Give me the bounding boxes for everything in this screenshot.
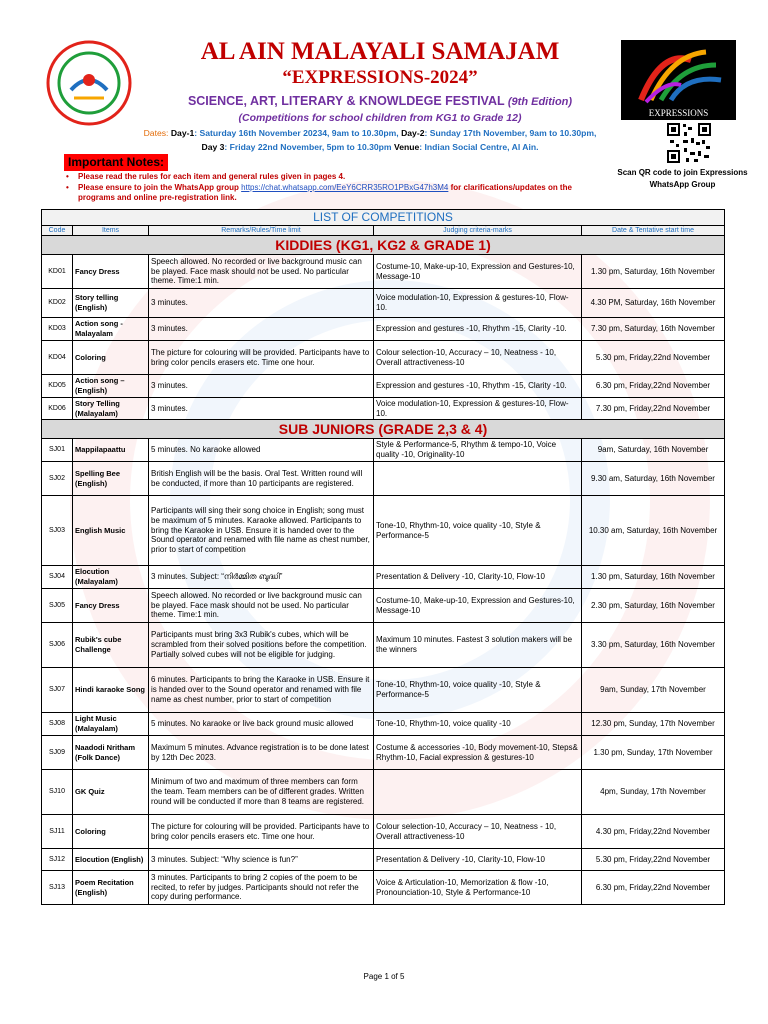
cell-remarks: 3 minutes. xyxy=(149,318,374,341)
day3-text: : Friday 22nd November, 5pm to 10.30pm xyxy=(224,142,394,152)
cell-code: SJ05 xyxy=(42,589,73,623)
cell-code: SJ12 xyxy=(42,849,73,871)
cell-date: 1.30 pm, Saturday, 16th November xyxy=(582,255,725,289)
table-row xyxy=(42,439,725,462)
cell-date: 7.30 pm, Saturday, 16th November xyxy=(582,318,725,341)
cell-remarks: 3 minutes. Participants to bring 2 copies of the poem to be recited, to refer by judges. Participants should not refer the copy during performance. xyxy=(149,871,374,905)
cell-item: GK Quiz xyxy=(73,770,149,815)
cell-date: 3.30 pm, Saturday, 16th November xyxy=(582,623,725,668)
cell-judging: Costume-10, Make-up-10, Expression and Gestures-10, Message-10 xyxy=(374,255,582,289)
cell-code: KD04 xyxy=(42,341,73,375)
table-row xyxy=(42,289,725,318)
cell-code: SJ09 xyxy=(42,736,73,770)
table-row xyxy=(42,736,725,770)
cell-remarks: The picture for colouring will be provided. Participants have to bring color pencils erasers etc. Time one hour. xyxy=(149,815,374,849)
cell-date: 6.30 pm, Friday,22nd November xyxy=(582,375,725,398)
edition: (9th Edition) xyxy=(507,96,573,108)
whatsapp-link[interactable]: https://chat.whatsapp.com/EeY6CRR35RO1PBxG47h3M4 xyxy=(241,183,449,192)
cell-item: Elocution (English) xyxy=(73,849,149,871)
table-row xyxy=(42,871,725,905)
note-text: Please ensure to join the WhatsApp group xyxy=(78,183,242,192)
table-row xyxy=(42,770,725,815)
note-item xyxy=(78,183,598,203)
table-row xyxy=(42,815,725,849)
cell-code: SJ06 xyxy=(42,623,73,668)
cell-date: 1.30 pm, Saturday, 16th November xyxy=(582,566,725,589)
cell-remarks: Speech allowed. No recorded or live background music can be played. Face mask should not be used. No particular theme. Time:1 min. xyxy=(149,589,374,623)
cell-judging: Colour selection-10, Accuracy – 10, Neatness - 10, Overall attractiveness-10 xyxy=(374,815,582,849)
cell-remarks: 5 minutes. No karaoke allowed xyxy=(149,439,374,462)
dates-block xyxy=(100,126,640,154)
day2-label: Day-2 xyxy=(401,128,425,138)
table-row xyxy=(42,849,725,871)
cell-code: SJ01 xyxy=(42,439,73,462)
expressions-label: EXPRESSIONS xyxy=(648,108,709,118)
cell-remarks: 3 minutes. xyxy=(149,289,374,318)
cell-remarks: 3 minutes. Subject: “നിർമ്മിത ബുദ്ധി” xyxy=(149,566,374,589)
cell-date: 9.30 am, Saturday, 16th November xyxy=(582,462,725,496)
cell-remarks: The picture for colouring will be provided. Participants have to bring color pencils erasers etc. Time one hour. xyxy=(149,341,374,375)
cell-remarks: Minimum of two and maximum of three members can form the team. Team members can be of different grades. Written round will be conducted if more than 8 teams are registered. xyxy=(149,770,374,815)
day3-label: Day 3 xyxy=(201,142,225,152)
cell-item: Coloring xyxy=(73,341,149,375)
cell-judging: Style & Performance-5, Rhythm & tempo-10, Voice quality -10, Originality-10 xyxy=(374,439,582,462)
cell-judging: Expression and gestures -10, Rhythm -15, Clarity -10. xyxy=(374,375,582,398)
cell-remarks: Participants must bring 3x3 Rubik's cubes, which will be scrambled from their solved positions before the competition. Partially solved cubes will not be eligible for judging. xyxy=(149,623,374,668)
cell-code: KD02 xyxy=(42,289,73,318)
cell-item: Story Telling (Malayalam) xyxy=(73,398,149,420)
cell-item: Hindi karaoke Song xyxy=(73,668,149,713)
cell-remarks: 5 minutes. No karaoke or live back ground music allowed xyxy=(149,713,374,736)
table-row xyxy=(42,462,725,496)
cell-code: SJ08 xyxy=(42,713,73,736)
cell-item: English Music xyxy=(73,496,149,566)
qr-code-icon[interactable] xyxy=(666,122,712,164)
cell-code: SJ11 xyxy=(42,815,73,849)
qr-note: Scan QR code to join Expressions WhatsApp Group xyxy=(617,168,748,189)
cell-date: 4pm, Sunday, 17th November xyxy=(582,770,725,815)
table-row xyxy=(42,398,725,420)
cell-judging xyxy=(374,462,582,496)
cell-date: 4.30 PM, Saturday, 16th November xyxy=(582,289,725,318)
note-text: for clarifications/updates on the programs and online pre-registration link. xyxy=(78,183,572,202)
cell-item: Mappilapaattu xyxy=(73,439,149,462)
cell-item: Poem Recitation (English) xyxy=(73,871,149,905)
expressions-logo xyxy=(621,40,736,120)
cell-date: 2.30 pm, Saturday, 16th November xyxy=(582,589,725,623)
cell-item: Light Music (Malayalam) xyxy=(73,713,149,736)
cell-code: SJ10 xyxy=(42,770,73,815)
column-header: Remarks/Rules/Time limit xyxy=(149,226,374,236)
cell-item: Elocution (Malayalam) xyxy=(73,566,149,589)
cell-item: Action song – (English) xyxy=(73,375,149,398)
table-row xyxy=(42,496,725,566)
cell-date: 12.30 pm, Sunday, 17th November xyxy=(582,713,725,736)
note-item: • Please read the rules for each item and general rules given in pages 4. xyxy=(78,172,598,182)
cell-date: 1.30 pm, Sunday, 17th November xyxy=(582,736,725,770)
day2-text: : Sunday 17th November, 9am to 10.30pm, xyxy=(424,128,597,138)
event-title: “EXPRESSIONS-2024” xyxy=(282,67,478,88)
cell-remarks: Participants will sing their song choice in English; song must be maximum of 5 minutes. Karaoke allowed. Participants to bring the Karaoke in USB. Ensure it is handed over to the Sound operator and renamed with file name as chest number, prior to start of competition xyxy=(149,496,374,566)
cell-item: Rubik's cube Challenge xyxy=(73,623,149,668)
samajam-logo xyxy=(46,40,132,126)
cell-item: Fancy Dress xyxy=(73,255,149,289)
festival-title xyxy=(150,92,610,111)
cell-code: SJ07 xyxy=(42,668,73,713)
table-row xyxy=(42,668,725,713)
cell-item: Action song - Malayalam xyxy=(73,318,149,341)
cell-judging: Presentation & Delivery -10, Clarity-10, Flow-10 xyxy=(374,566,582,589)
page-footer: Page 1 of 5 xyxy=(363,972,405,981)
cell-date: 4.30 pm, Friday,22nd November xyxy=(582,815,725,849)
cell-judging: Voice modulation-10, Expression & gestures-10, Flow-10. xyxy=(374,398,582,420)
org-title: AL AIN MALAYALI SAMAJAM xyxy=(200,38,560,65)
cell-code: SJ04 xyxy=(42,566,73,589)
cell-remarks: 3 minutes. xyxy=(149,375,374,398)
cell-code: SJ13 xyxy=(42,871,73,905)
cell-judging: Tone-10, Rhythm-10, voice quality -10 xyxy=(374,713,582,736)
cell-judging: Presentation & Delivery -10, Clarity-10, Flow-10 xyxy=(374,849,582,871)
cell-judging: Tone-10, Rhythm-10, voice quality -10, Style & Performance-5 xyxy=(374,668,582,713)
cell-remarks: 6 minutes. Participants to bring the Karaoke in USB. Ensure it is handed over to the Sound operator and renamed with file name as chest number, prior to start of competition xyxy=(149,668,374,713)
cell-code: KD05 xyxy=(42,375,73,398)
table-row xyxy=(42,566,725,589)
festival-name: SCIENCE, ART, LITERARY & KNOWLDEGE FESTIVAL xyxy=(187,94,505,108)
cell-judging: Tone-10, Rhythm-10, voice quality -10, Style & Performance-5 xyxy=(374,496,582,566)
cell-judging: Maximum 10 minutes. Fastest 3 solution makers will be the winners xyxy=(374,623,582,668)
cell-date: 10.30 am, Saturday, 16th November xyxy=(582,496,725,566)
eligibility-line: (Competitions for school children from KG1 to Grade 12) xyxy=(238,112,522,124)
cell-judging: Voice modulation-10, Expression & gestures-10, Flow-10. xyxy=(374,289,582,318)
cell-item: Fancy Dress xyxy=(73,589,149,623)
table-row xyxy=(42,589,725,623)
cell-date: 9am, Sunday, 17th November xyxy=(582,668,725,713)
cell-judging: Expression and gestures -10, Rhythm -15, Clarity -10. xyxy=(374,318,582,341)
column-header: Code xyxy=(42,226,73,236)
cell-date: 5.30 pm, Friday,22nd November xyxy=(582,849,725,871)
cell-remarks: Maximum 5 minutes. Advance registration is to be done latest by 12th Dec 2023. xyxy=(149,736,374,770)
day1-label: Day-1 xyxy=(170,128,195,138)
competitions-table xyxy=(41,209,725,905)
cell-judging: Costume-10, Make-up-10, Expression and Gestures-10, Message-10 xyxy=(374,589,582,623)
cell-item: Naadodi Nritham (Folk Dance) xyxy=(73,736,149,770)
important-notes-list xyxy=(78,172,598,204)
venue-text: : Indian Social Centre, Al Ain. xyxy=(419,142,539,152)
cell-remarks: British English will be the basis. Oral Test. Written round will be conducted, if more than 10 participants are registered. xyxy=(149,462,374,496)
cell-date: 5.30 pm, Friday,22nd November xyxy=(582,341,725,375)
day1-text: : Saturday 16th November 20234, 9am to 10.30pm, xyxy=(194,128,402,138)
table-row xyxy=(42,623,725,668)
cell-date: 6.30 pm, Friday,22nd November xyxy=(582,871,725,905)
cell-item: Story telling (English) xyxy=(73,289,149,318)
table-row xyxy=(42,341,725,375)
cell-judging: Costume & accessories -10, Body movement-10, Steps& Rhythm-10, Facial expression & gestures-10 xyxy=(374,736,582,770)
cell-item: Coloring xyxy=(73,815,149,849)
column-header: Date & Tentative start time xyxy=(582,226,725,236)
column-header: Items xyxy=(73,226,149,236)
table-row xyxy=(42,255,725,289)
cell-judging: Colour selection-10, Accuracy – 10, Neatness - 10, Overall attractiveness-10 xyxy=(374,341,582,375)
table-title: LIST OF COMPETITIONS xyxy=(42,210,725,226)
dates-label: Dates: xyxy=(143,128,171,138)
cell-item: Spelling Bee (English) xyxy=(73,462,149,496)
section-header: KIDDIES (KG1, KG2 & GRADE 1) xyxy=(42,236,725,255)
header xyxy=(150,38,610,126)
table-row xyxy=(42,375,725,398)
cell-code: KD03 xyxy=(42,318,73,341)
cell-code: SJ03 xyxy=(42,496,73,566)
section-header: SUB JUNIORS (GRADE 2,3 & 4) xyxy=(42,420,725,439)
cell-judging: Voice & Articulation-10, Memorization & flow -10, Pronounciation-10, Style & Performance-10 xyxy=(374,871,582,905)
cell-remarks: Speech allowed. No recorded or live background music can be played. Face mask should not be used. No particular theme. Time:1 min. xyxy=(149,255,374,289)
column-header: Judging criteria-marks xyxy=(374,226,582,236)
expressions-brush-icon xyxy=(621,40,736,108)
venue-label: Venue xyxy=(393,142,420,152)
cell-code: KD06 xyxy=(42,398,73,420)
cell-date: 7.30 pm, Friday,22nd November xyxy=(582,398,725,420)
cell-code: SJ02 xyxy=(42,462,73,496)
important-notes-title: Important Notes: xyxy=(64,154,168,171)
cell-date: 9am, Saturday, 16th November xyxy=(582,439,725,462)
cell-remarks: 3 minutes. xyxy=(149,398,374,420)
cell-judging xyxy=(374,770,582,815)
table-row xyxy=(42,318,725,341)
cell-remarks: 3 minutes. Subject: “Why science is fun?” xyxy=(149,849,374,871)
table-row xyxy=(42,713,725,736)
cell-code: KD01 xyxy=(42,255,73,289)
